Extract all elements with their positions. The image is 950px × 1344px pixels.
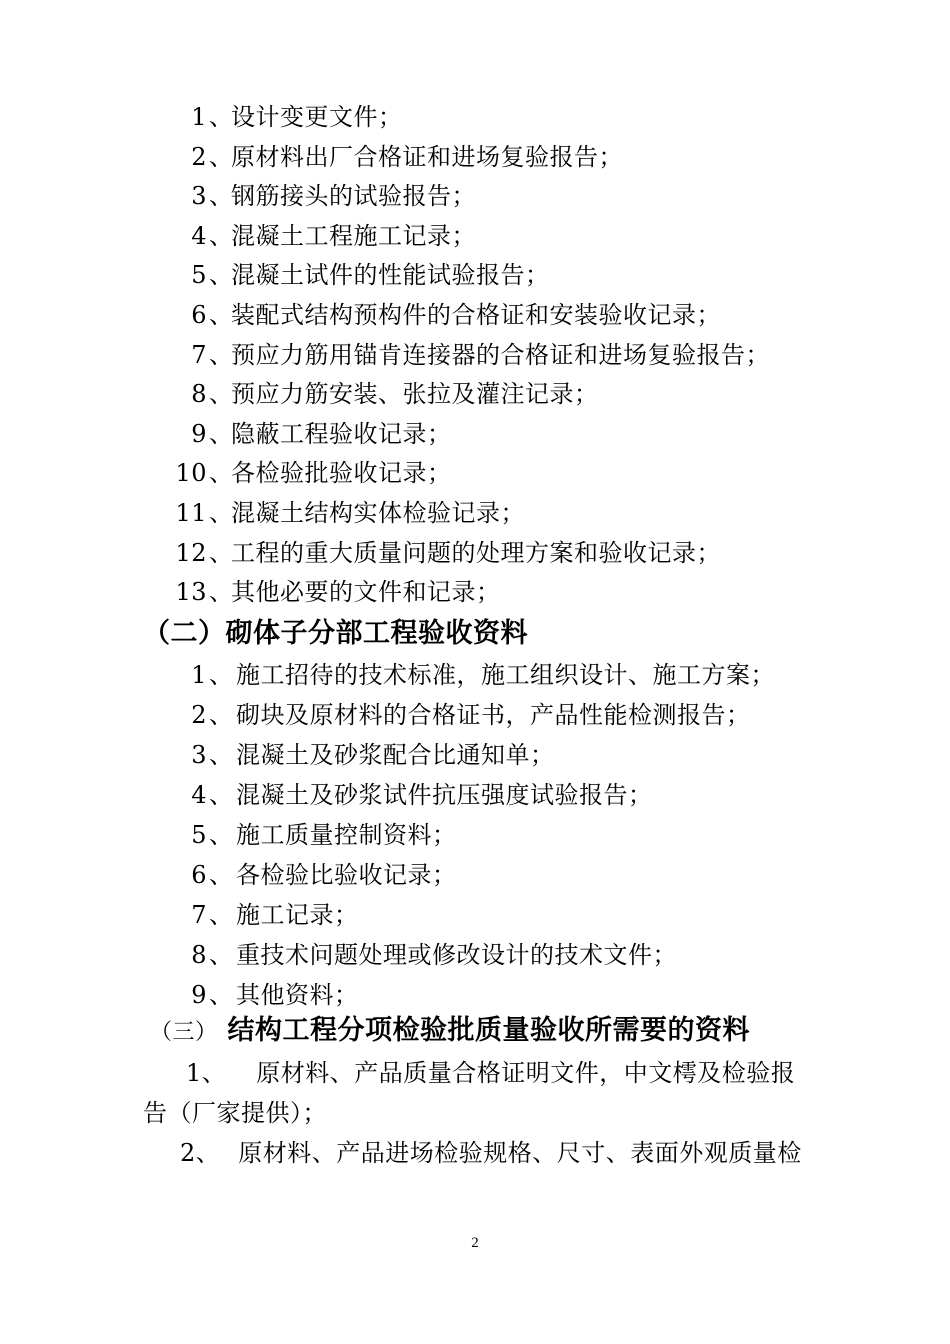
list-item-separator: 、 — [209, 380, 234, 409]
list-item-text: 砌块及原材料的合格证书，产品性能检测报告； — [236, 701, 751, 729]
list-item-number: 13 — [175, 578, 207, 607]
list-item-separator: 、 — [209, 301, 234, 329]
list-item-separator: 、 — [209, 103, 234, 131]
list-item-separator: 、 — [209, 821, 234, 849]
list-item-text: 告（厂家提供）； — [143, 1099, 327, 1127]
list-item-text: 其他必要的文件和记录； — [231, 578, 501, 607]
list-item-number: 2 — [191, 701, 207, 729]
list-item-text: 混凝土结构实体检验记录； — [231, 499, 525, 527]
list-item-separator: 、 — [209, 901, 234, 929]
list-item-text: 其他资料； — [236, 981, 359, 1009]
list-item-number: 1 — [191, 103, 207, 131]
list-item-separator: 、 — [209, 419, 234, 448]
list-item-text: 原材料出厂合格证和进场复验报告； — [231, 142, 623, 171]
list-item-separator: 、 — [209, 459, 234, 488]
section3-heading-paren: （三） — [150, 1020, 218, 1045]
list-item-separator: 、 — [209, 340, 234, 369]
list-item-number: 4 — [191, 221, 207, 250]
list-item-number: 9 — [191, 419, 207, 448]
list-item-number: 9 — [191, 981, 207, 1009]
list-item-text: 装配式结构预构件的合格证和安装验收记录； — [231, 301, 721, 329]
list-item-text: 各检验比验收记录； — [236, 861, 457, 889]
list-item-text: 混凝土及砂浆试件抗压强度试验报告； — [236, 781, 653, 809]
list-item-text: 隐蔽工程验收记录； — [231, 419, 452, 448]
list-item-separator: 、 — [209, 261, 234, 290]
list-item-text: 混凝土试件的性能试验报告； — [231, 261, 550, 290]
list-item-number: 6 — [191, 861, 207, 889]
list-item-number: 1 — [191, 661, 207, 689]
section3-heading — [150, 1015, 750, 1049]
section3-heading-text: 结构工程分项检验批质量验收所需要的资料 — [227, 1015, 751, 1046]
list-item-text: 施工记录； — [236, 901, 359, 929]
list-item-number: 1 — [186, 1059, 202, 1087]
list-item-number: 12 — [175, 538, 207, 567]
list-item-text: 各检验批验收记录； — [231, 459, 452, 488]
list-item-separator: 、 — [209, 661, 234, 689]
list-item-number: 6 — [191, 301, 207, 329]
list-item-text: 重技术问题处理或修改设计的技术文件； — [236, 941, 677, 969]
list-item-separator: 、 — [209, 781, 234, 809]
list-item-number: 8 — [191, 380, 207, 409]
list-item-text: 原材料、产品进场检验规格、尺寸、表面外观质量检 — [238, 1139, 802, 1167]
list-item-separator: 、 — [209, 142, 234, 171]
list-item-number: 4 — [191, 781, 207, 809]
list-item-separator: 、 — [209, 221, 234, 250]
list-item-separator: 、 — [209, 701, 234, 729]
list-item-separator: 、 — [209, 941, 234, 969]
list-item-number: 10 — [175, 459, 207, 488]
list-item-separator: 、 — [209, 578, 234, 607]
list-item-separator: 、 — [209, 741, 234, 769]
list-item-number: 2 — [180, 1139, 196, 1167]
list-item-separator: 、 — [209, 538, 234, 567]
list-item-separator: 、 — [209, 182, 234, 211]
list-item-number: 7 — [191, 340, 207, 369]
list-item-number: 3 — [191, 182, 207, 211]
page-number: 2 — [471, 1235, 479, 1251]
list-item-text: 混凝土及砂浆配合比通知单； — [236, 741, 555, 769]
list-item-text: 施工招待的技术标准，施工组织设计、施工方案； — [236, 661, 775, 689]
list-item-text: 原材料、产品质量合格证明文件，中文樗及检验报 — [256, 1059, 796, 1087]
section3-item-1 — [186, 1058, 795, 1088]
list-item-separator: 、 — [195, 1139, 221, 1167]
list-item-number: 3 — [191, 741, 207, 769]
list-item-text: 设计变更文件； — [231, 103, 403, 131]
section3-item-1-continuation — [143, 1098, 327, 1128]
list-item-text: 施工质量控制资料； — [236, 821, 457, 849]
section2-heading: （二）砌体子分部工程验收资料 — [143, 618, 528, 649]
list-item-number: 2 — [191, 142, 207, 171]
list-item-text: 工程的重大质量问题的处理方案和验收记录； — [231, 538, 721, 567]
list-item-text: 混凝土工程施工记录； — [231, 221, 476, 250]
list-item-text: 预应力筋安装、张拉及灌注记录； — [231, 380, 599, 409]
list-item-text: 钢筋接头的试验报告； — [231, 182, 476, 211]
list-item-number: 11 — [175, 499, 207, 527]
list-item-separator: 、 — [209, 499, 234, 527]
list-item-number: 8 — [191, 941, 207, 969]
list-item-separator: 、 — [209, 981, 234, 1009]
list-item-number: 5 — [191, 821, 207, 849]
list-item-separator: 、 — [201, 1059, 227, 1087]
list-item-number: 5 — [191, 261, 207, 290]
section3-item-2 — [180, 1138, 802, 1168]
list-item-separator: 、 — [209, 861, 234, 889]
list-item-number: 7 — [191, 901, 207, 929]
list-item-text: 预应力筋用锚肯连接器的合格证和进场复验报告； — [231, 340, 770, 369]
